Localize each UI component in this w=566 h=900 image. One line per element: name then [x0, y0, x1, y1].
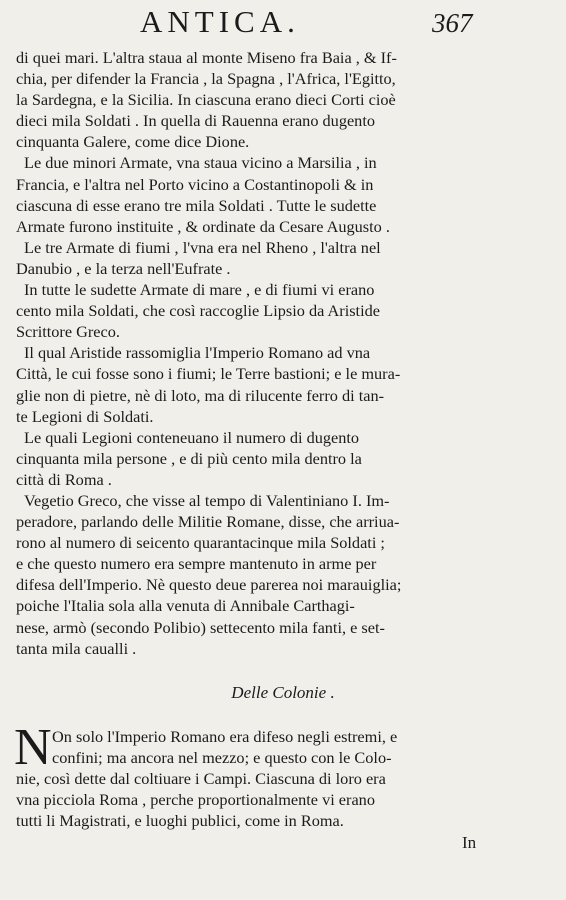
text-line: Danubio , e la terza nell'Eufrate .	[16, 258, 231, 278]
text-line: città di Roma .	[16, 469, 112, 489]
text-line: Scrittore Greco.	[16, 322, 120, 342]
text-line: cento mila Soldati, che così raccoglie Lipsio da Aristide	[16, 301, 380, 321]
text-line: nese, armò (secondo Polibio) settecento mila fanti, e set-	[16, 617, 385, 637]
text-line: Francia, e l'altra nel Porto vicino a Costantinopoli & in	[16, 174, 374, 194]
text-line: nie, così dette dal coltiuare i Campi. Ciascuna di loro era	[16, 769, 386, 789]
text-line: poiche l'Italia sola alla venuta di Annibale Carthagi-	[16, 596, 355, 616]
text-line: Armate furono instituite , & ordinate da Cesare Augusto .	[16, 216, 390, 236]
text-line: ciascuna di esse erano tre mila Soldati . Tutte le sudette	[16, 195, 377, 215]
text-line: cinquanta mila persone , e di più cento mila dentro la	[16, 448, 362, 468]
body-text	[16, 47, 506, 659]
page-number: 367	[432, 8, 473, 38]
text-line: difesa dell'Imperio. Nè questo deue parerea noi marauiglia;	[16, 575, 402, 595]
text-line: rono al numero di seicento quarantacinque mila Soldati ;	[16, 533, 385, 553]
section-text	[16, 726, 506, 831]
text-line: Le quali Legioni conteneuano il numero di dugento	[24, 427, 360, 447]
text-line: cinquanta Galere, come dice Dione.	[16, 132, 250, 152]
text-line: In tutte le sudette Armate di mare , e di fiumi vi erano	[24, 280, 375, 300]
text-line: Le due minori Armate, vna staua vicino a Marsilia , in	[24, 153, 377, 173]
text-line: la Sardegna, e la Sicilia. In ciascuna erano dieci Corti cioè	[16, 90, 396, 110]
text-line: chia, per difender la Francia , la Spagna , l'Africa, l'Egitto,	[16, 69, 396, 89]
initial-capital: N	[14, 719, 52, 776]
text-line: confini; ma ancora nel mezzo; e questo con le Colo-	[52, 748, 392, 768]
text-line: Città, le cui fosse sono i fiumi; le Terre bastioni; e le mura-	[16, 364, 401, 384]
text-line: dieci mila Soldati . In quella di Rauenna erano dugento	[16, 111, 375, 131]
text-line: glie non di pietre, nè di loto, ma di rilucente ferro di tan-	[16, 385, 385, 405]
text-line: tutti li Magistrati, e luoghi publici, come in Roma.	[16, 811, 344, 831]
text-line: peradore, parlando delle Militie Romane, disse, che arriua-	[16, 512, 400, 532]
section-heading: Delle Colonie .	[231, 683, 335, 702]
text-line: di quei mari. L'altra staua al monte Miseno fra Baia , & If-	[16, 48, 397, 67]
catchword: In	[462, 833, 477, 852]
text-line: te Legioni di Soldati.	[16, 406, 154, 426]
text-line: vna picciola Roma , perche proportionalmente vi erano	[16, 790, 375, 810]
text-line: e che questo numero era sempre mantenuto in arme per	[16, 554, 377, 574]
running-title: ANTICA.	[140, 4, 300, 39]
text-line: tanta mila caualli .	[16, 638, 137, 658]
text-line: Vegetio Greco, che visse al tempo di Valentiniano I. Im-	[24, 490, 390, 510]
text-line: Le tre Armate di fiumi , l'vna era nel Rheno , l'altra nel	[24, 237, 381, 257]
text-line: On solo l'Imperio Romano era difeso negli estremi, e	[52, 727, 398, 746]
text-line: Il qual Aristide rassomiglia l'Imperio Romano ad vna	[24, 343, 371, 363]
